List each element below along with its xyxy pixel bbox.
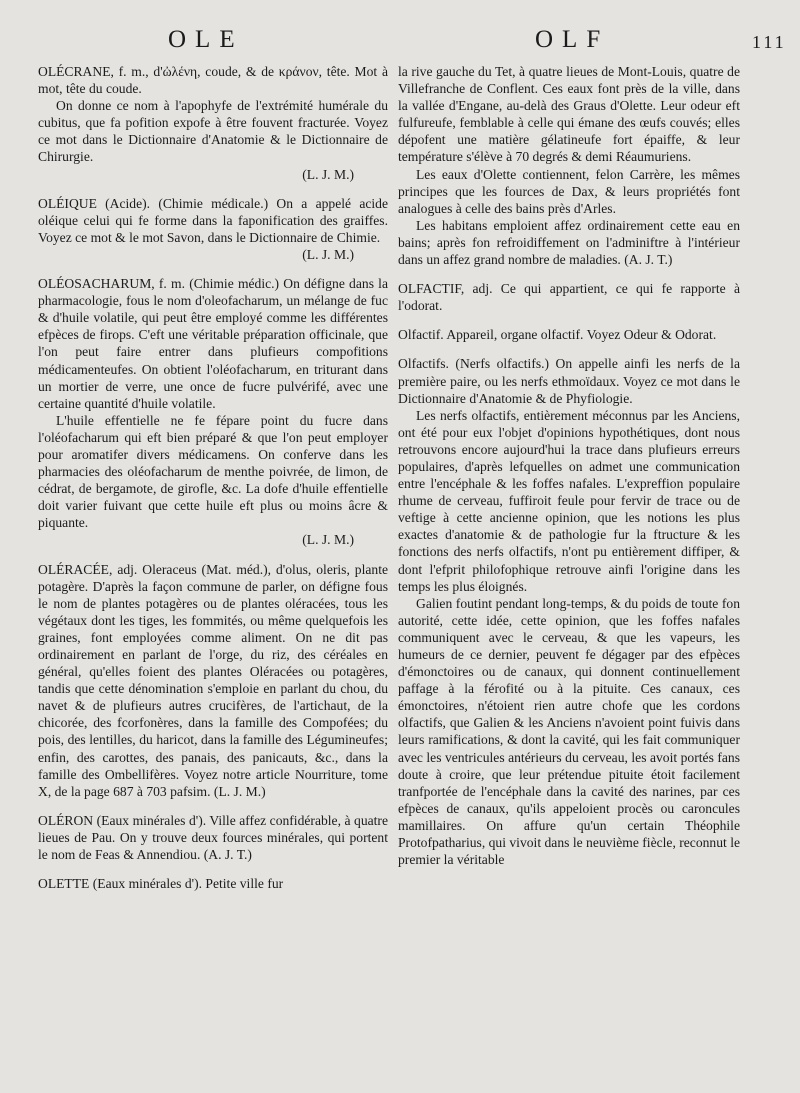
left-column xyxy=(38,63,388,904)
entry-olette xyxy=(38,875,388,892)
entry-paragraph: Les nerfs olfactifs, entièrement méconnus par les Anciens, ont été pour eux l'objet d'opinions hypothétiques, dont nous retrouvons encore aujourd'hui la trace dans plufieurs erreurs populaires, d'après lefquelles on admet une communication entre l'encéphale & les foffes nafales. L'expreffion populaire rhume de cerveau, fuffiroit feule pour fervir de trace ou de veftige à cette ancienne opinion, que les notions les plus exactes d'anatomie & de pathologie fur la ftructure & les fonctions des nerfs olfactifs, n'ont pu entièrement diffiper, & dont l'efprit philofophique retrouve ainfi l'origine dans les temps les plus éloignés. xyxy=(398,407,740,594)
author-signature: (L. J. M.) xyxy=(302,166,354,182)
entry-oleron xyxy=(38,812,388,863)
entry-oleosacharum xyxy=(38,275,388,549)
right-column xyxy=(398,63,740,880)
page-number: 111 xyxy=(752,32,787,52)
entry-olette-continued xyxy=(398,63,740,268)
entry-olfactif xyxy=(398,280,740,314)
entry-paragraph: OLÉRACÉE, adj. Oleraceus (Mat. méd.), d'olus, oleris, plante potagère. D'après la façon commune de parler, on défigne fous le nom de plantes potagères ou de plantes oléracées, tous les végétaux dont les tiges, les fommités, ou même quelquefois les graines, font employées comme aliment. On ne dit pas ordinairement en parlant de l'orge, du riz, des céréales en général, qu'elles foient des plantes Oléracées ou potagères, tandis que cette dénomination s'emploie en parlant du chou, du navet & de plufieurs autres crucifères, de l'artichaut, de la chicorée, des fcorfonères, dans la famille des Compofées; du pois, des lentilles, du haricot, dans la famille des Légumineufes; enfin, des carottes, des panais, des panicauts, &c., dans la famille des Ombellifères. Voyez notre article Nourriture, tome X, de la page 687 à 703 pafsim. (L. J. M.) xyxy=(38,561,388,799)
running-head-right: OLF xyxy=(535,26,610,53)
entry-paragraph: Olfactif. Appareil, organe olfactif. Voyez Odeur & Odorat. xyxy=(398,327,717,343)
entry-paragraph: OLÉCRANE, f. m., d'ὠλένη, coude, & de κράνον, tête. Mot à mot, tête du coude. xyxy=(38,64,388,97)
entry-olecrane xyxy=(38,63,388,183)
entry-olfactif-appareil xyxy=(398,326,740,343)
entry-paragraph: OLÉIQUE (Acide). (Chimie médicale.) On a appelé acide oléique celui qui fe forme dans la faponification des graiffes. Voyez ce mot & le mot Savon, dans le Dictionnaire de Chimie. xyxy=(38,195,388,245)
entry-paragraph: OLÉOSACHARUM, f. m. (Chimie médic.) On défigne dans la pharmacologie, fous le nom d'oleofacharum, un mélange de fuc & d'huile volatile, qui peut être employé comme les différentes efpèces de firops. C'eft une véritable préparation officinale, que l'on peut faire entrer dans plufieurs compofitions médicamenteufes. On obtient l'oléofacharum, en triturant dans un mortier de verre, une once de fucre pulvérifé, avec une certaine quantité d'huile volatile. xyxy=(38,276,388,411)
entry-paragraph: la rive gauche du Tet, à quatre lieues de Mont-Louis, quatre de Villefranche de Conflent. Ces eaux font près de la ville, dans la vallée d'Engane, au-delà des Graus d'Olette. Leur odeur eft fulfureufe, femblable à celle qui émane des œufs couvés; elles dépofent une matière gélatineufe fort épaiffe, & leur température s'élève à 70 degrés & demi Réaumuriens. xyxy=(398,64,740,165)
entry-paragraph: Les habitans emploient affez ordinairement cette eau en bains; après fon refroidiffement on l'adminiftre à l'intérieur dans un affez grand nombre de maladies. (A. J. T.) xyxy=(398,217,740,268)
entry-oleracee xyxy=(38,561,388,800)
running-head-left: OLE xyxy=(168,26,244,53)
entry-paragraph: Galien foutint pendant long-temps, & du poids de toute fon autorité, cette idée, cette opinion, que les foffes nafales communiquent avec le cerveau, & que les vapeurs, les humeurs de ce dernier, peuvent fe dégager par des efpèces d'émonctoires ou de canaux, qui donnent continuellement paffage à la férofité ou à la pituite. Ces canaux, ces émonctoires, n'étoient rien autre chofe que les cordons olfactifs, que Galien & les Anciens n'avoient point fuivis dans leurs ramifications, & dont la cavité, qui les fait communiquer avec les ventricules antérieurs du cerveau, les avoit portés fans doute à croire, que leur prétendue pituite étoit facilement tranfportée de l'encéphale dans la cavité des narines, par ces efpèces de canaux, qu'ils appeloient procès ou caroncules mamillaires. On affure qu'un certain Théophile Protofpatharius, qui vivoit dans le neuvième fiècle, reconnut le premier la véritable xyxy=(398,595,741,868)
entry-paragraph: Les eaux d'Olette contiennent, felon Carrère, les mêmes principes que les fources de Dax, & leurs propriétés font analogues à celle des bains près d'Arles. xyxy=(398,166,740,216)
entry-oleique xyxy=(38,195,388,263)
entry-olfactifs-nerfs xyxy=(398,355,740,868)
entry-paragraph: OLFACTIF, adj. Ce qui appartient, ce qui fe rapporte à l'odorat. xyxy=(398,281,740,314)
entry-paragraph: OLETTE (Eaux minérales d'). Petite ville fur xyxy=(38,876,284,892)
entry-paragraph: L'huile effentielle ne fe fépare point du fucre dans l'oléofacharum qui eft bien préparé & que l'on peut employer pour aromatifer divers médicamens. On conferve dans les pharmacies des oléofacharum de menthe poivrée, de limon, de cédrat, de bergamote, de girofle, &c. La dofe d'huile effentielle doit varier fuivant que cette huile eft plus ou moins âcre & piquante. xyxy=(38,412,388,531)
author-signature: (L. J. M.) xyxy=(302,246,354,262)
entry-paragraph: OLÉRON (Eaux minérales d'). Ville affez confidérable, à quatre lieues de Pau. On y trouve deux fources minérales, qui portent le nom de Feas & Annendiou. (A. J. T.) xyxy=(38,812,388,863)
entry-paragraph: On donne ce nom à l'apophyfe de l'extrémité humérale du cubitus, que fa pofition expofe à être fouvent fracturée. Voyez ce mot dans le Dictionnaire d'Anatomie & le Dictionnaire de Chirurgie. xyxy=(38,98,388,165)
author-signature: (L. J. M.) xyxy=(302,532,354,548)
entry-paragraph: Olfactifs. (Nerfs olfactifs.) On appelle ainfi les nerfs de la première paire, ou les nerfs ethmoïdaux. Voyez ce mot dans le Dictionnaire d'Anatomie & de Phyfiologie. xyxy=(398,356,740,406)
